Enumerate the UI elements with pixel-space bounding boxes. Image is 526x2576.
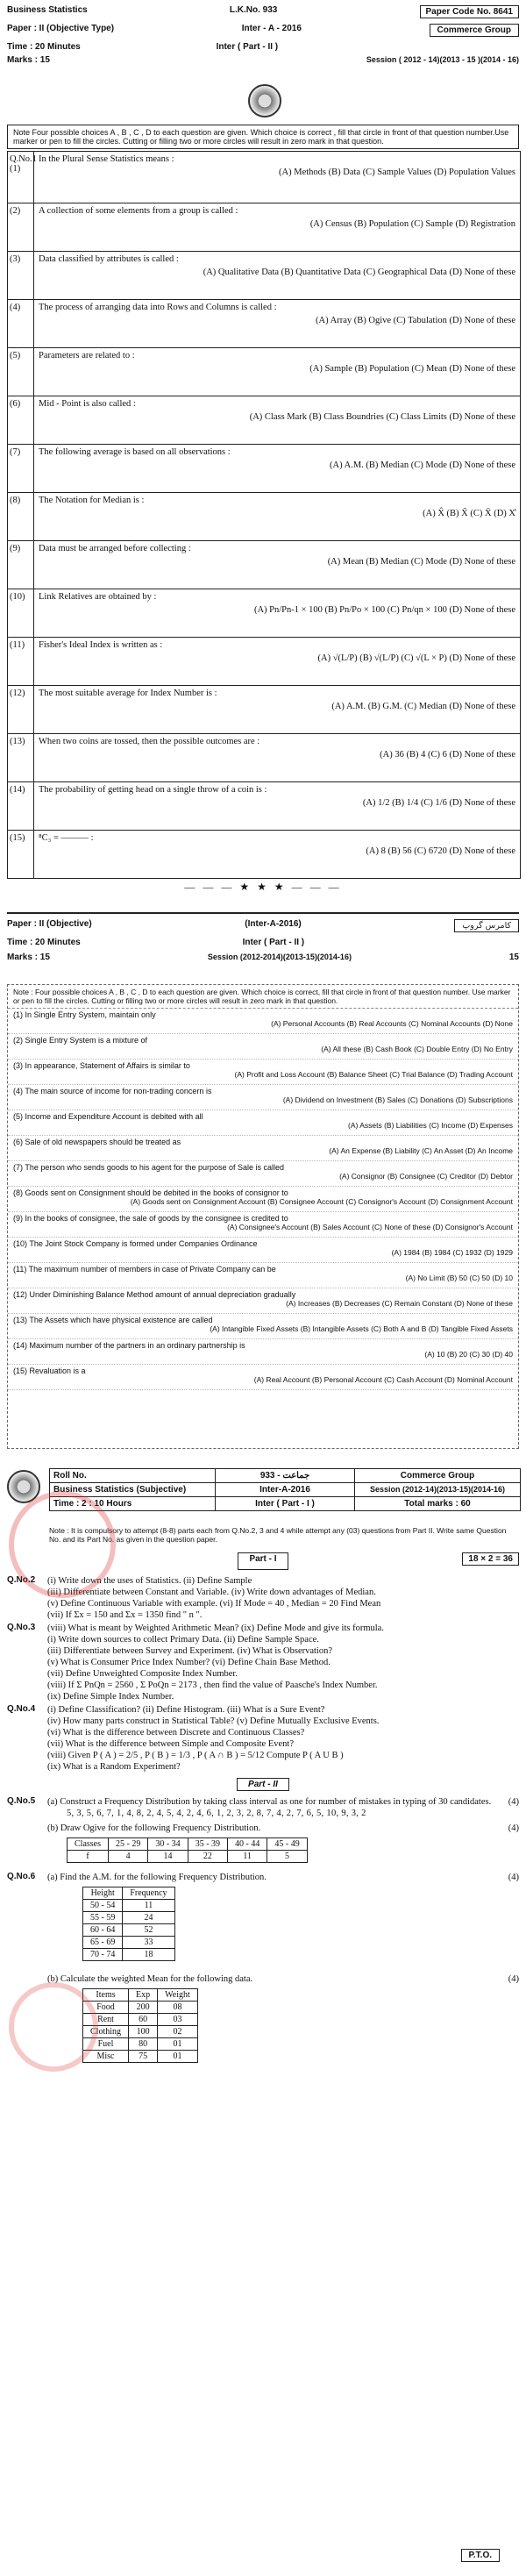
question-number: Q.No.1 (1): [8, 152, 34, 203]
table-cell: Rent: [83, 2014, 129, 2026]
table-cell: 25 - 29: [109, 1838, 148, 1851]
table-row: [83, 2014, 198, 2026]
question-number: (3): [8, 252, 34, 299]
table-row: [83, 2026, 198, 2038]
q5b-text: (b) Draw Ogive for the following Frequency Distribution.: [47, 1823, 261, 1833]
accounting-question: [8, 1060, 518, 1085]
q5a-text: (a) Construct a Frequency Distribution by taking class interval as one for number of mistakes in typing of 30 candidates.: [47, 1797, 492, 1807]
table-cell: 200: [129, 2002, 158, 2014]
question-number: (8): [8, 493, 34, 540]
question-text: (14) Maximum number of the partners in an ordinary partnership is: [13, 1341, 245, 1350]
mcq-row: [8, 396, 520, 445]
mcq-row: [8, 203, 520, 252]
question-text: Data must be arranged before collecting :: [39, 544, 191, 553]
answer-options: (A) 10 (B) 20 (C) 30 (D) 40: [424, 1350, 513, 1359]
short-question: (vii) Define Unweighted Composite Index Number.: [47, 1669, 238, 1679]
question-text: Link Relatives are obtained by :: [39, 592, 157, 602]
question-text: (4) The main source of income for non-trading concern is: [13, 1087, 212, 1095]
short-question: (iii) Differentiate between Survey and Experiment. (iv) What is Observation?: [47, 1646, 333, 1656]
short-question: (v) What is Consumer Price Index Number? (vi) Define Chain Base Method.: [47, 1658, 331, 1667]
mcq-row: [8, 638, 520, 686]
table-row: [83, 1937, 175, 1949]
short-question: (viii) Given P ( A ) = 2/5 , P ( B ) = 1/3 , P ( A ∩ B ) = 5/12 Compute P ( A U B ): [47, 1751, 344, 1760]
mcq-row: [8, 734, 520, 782]
mcq-row: [8, 782, 520, 831]
short-question: (iv) How many parts construct in Statistical Table? (v) Define Mutually Exclusive Events.: [47, 1716, 380, 1726]
exam-year: Inter - A - 2016: [241, 24, 302, 33]
table-cell: 55 - 59: [83, 1912, 123, 1924]
answer-options: (A) Methods (B) Data (C) Sample Values (D) Population Values: [279, 168, 515, 177]
table-header: Weight: [158, 1989, 198, 2002]
q5b-marks: (4): [508, 1823, 519, 1833]
weighted-mean-table: [82, 1988, 198, 2063]
answer-options: (A) Assets (B) Liabilities (C) Income (D) Expenses: [348, 1121, 513, 1130]
question-text: (7) The person who sends goods to his agent for the purpose of Sale is called: [13, 1163, 285, 1172]
question-number: (13): [8, 734, 34, 781]
table-row: [83, 1949, 175, 1961]
question-text: The most suitable average for Index Number is :: [39, 689, 217, 698]
answer-options: (A) Consignee's Account (B) Sales Account (C) None of these (D) Consignor's Account: [227, 1223, 513, 1231]
roll-number-label: Roll No.: [50, 1469, 216, 1482]
board-logo-icon: [248, 84, 281, 118]
answer-options: (A) X̂ (B) X̃ (C) X̄ (D) X̊: [423, 509, 515, 518]
mcq-row: [8, 300, 520, 348]
answer-options: (A) Pn/Pn-1 × 100 (B) Pn/Po × 100 (C) Pn/qn × 100 (D) None of these: [253, 605, 515, 615]
short-question: (ix) Define Simple Index Number.: [47, 1692, 174, 1702]
answer-options: (A) 36 (B) 4 (C) 6 (D) None of these: [380, 750, 515, 760]
short-question: (v) Define Continuous Variable with example. (vi) If Mode = 40 , Median = 20 Find Mean: [47, 1599, 381, 1609]
answer-options: (A) 1/2 (B) 1/4 (C) 1/6 (D) None of these: [362, 798, 515, 808]
lk-number: L.K.No. 933: [229, 5, 278, 15]
accounting-question: [8, 1314, 518, 1339]
marks-label: Marks : 15: [7, 953, 50, 962]
table-row: [83, 1912, 175, 1924]
part-label: Inter ( Part - II ): [242, 938, 305, 947]
time-label: Time : 2 : 10 Hours: [50, 1497, 216, 1510]
question-text: (13) The Assets which have physical existence are called: [13, 1316, 213, 1324]
table-row: [83, 1989, 198, 2002]
mcq-row: [8, 541, 520, 589]
table-cell: 5: [267, 1851, 307, 1863]
instructions-note: Note : Four possible choices A , B , C , D to each question are given. Which choice is correct, fill that circle in front of that question number. Use marker or pen to fill the circles. Cutting or filling two or more circles will result in zero mark in that question.: [8, 985, 518, 1009]
table-cell: 22: [188, 1851, 227, 1863]
instructions-note: Note Four possible choices A , B , C , D to each question are given. Which choice is correct , fill that circle in front of that question number.Use marker or pen to fill the circles. Cutting or filling two or more circles will result in zero mark in that question.: [7, 125, 519, 149]
question-text: (11) The maximum number of members in case of Private Company can be: [13, 1265, 276, 1274]
accounting-question: [8, 1034, 518, 1060]
table-cell: 4: [109, 1851, 148, 1863]
table-row: [83, 2051, 198, 2063]
short-question: (iii) Differentiate between Constant and Variable. (iv) Write down advantages of Median.: [47, 1588, 376, 1597]
q4-parts: [47, 1704, 519, 1773]
answer-options: (A) Sample (B) Population (C) Mean (D) None of these: [309, 364, 515, 374]
question-body: [34, 686, 520, 733]
question-body: [34, 541, 520, 589]
subject-label: Business Statistics (Subjective): [50, 1483, 216, 1496]
question-text: Parameters are related to :: [39, 351, 135, 360]
table-cell: 30 - 34: [148, 1838, 188, 1851]
accounting-question: [8, 1187, 518, 1212]
question-text: The Notation for Median is :: [39, 496, 145, 505]
accounting-question: [8, 1263, 518, 1288]
answer-options: (A) Census (B) Population (C) Sample (D) Registration: [309, 219, 515, 229]
question-text: The process of arranging data into Rows and Columns is called :: [39, 303, 277, 312]
answer-options: (A) Class Mark (B) Class Boundries (C) Class Limits (D) None of these: [249, 412, 515, 422]
subject-label: Business Statistics: [7, 5, 88, 15]
answer-options: (A) A.M. (B) G.M. (C) Median (D) None of these: [331, 702, 515, 711]
q5a-marks: (4): [508, 1797, 519, 1807]
part-label: Inter ( Part - I ): [216, 1497, 355, 1510]
accounting-question: [8, 1238, 518, 1263]
am-table: [82, 1887, 175, 1961]
question-text: (2) Single Entry System is a mixture of: [13, 1036, 148, 1045]
question-number: (5): [8, 348, 34, 396]
table-header: Classes: [68, 1838, 109, 1851]
part-one-heading: Part - I: [238, 1552, 288, 1570]
question-number: (6): [8, 396, 34, 444]
question-text: (10) The Joint Stock Company is formed under Companies Ordinance: [13, 1239, 258, 1248]
short-question: (vi) What is the difference between Discrete and Continuous Classes?: [47, 1728, 305, 1738]
table-cell: Clothing: [83, 2026, 129, 2038]
question-text: A collection of some elements from a group is called :: [39, 206, 238, 216]
group-label-urdu: کامرس گروپ: [454, 919, 519, 932]
question-text: (1) In Single Entry System, maintain only: [13, 1010, 156, 1019]
roll-header: [49, 1468, 521, 1511]
question-text: The following average is based on all observations :: [39, 447, 231, 457]
short-question: (i) Write down sources to collect Primary Data. (ii) Define Sample Space.: [47, 1635, 319, 1645]
question-text: Fisher's Ideal Index is written as :: [39, 640, 163, 650]
q6b-text: (b) Calculate the weighted Mean for the following data.: [47, 1974, 253, 1984]
session-label: Session ( 2012 - 14)(2013 - 15 )(2014 - 16): [366, 55, 519, 64]
question-number: (10): [8, 589, 34, 637]
question-body: [34, 734, 520, 781]
question-text: Data classified by attributes is called :: [39, 254, 179, 264]
exam-year: (Inter-A-2016): [245, 919, 302, 929]
paper-header: [7, 5, 519, 65]
q6a-text: (a) Find the A.M. for the following Frequency Distribution.: [47, 1873, 267, 1882]
question-body: [34, 782, 520, 830]
accounting-question: [8, 1085, 518, 1110]
table-cell: 35 - 39: [188, 1838, 227, 1851]
question-text: (5) Income and Expenditure Account is debited with all: [13, 1112, 203, 1121]
accounting-question: [8, 1110, 518, 1136]
table-cell: 60: [129, 2014, 158, 2026]
question-body: [34, 252, 520, 299]
answer-options: (A) A.M. (B) Median (C) Mode (D) None of these: [330, 460, 515, 470]
q3-label: Q.No.3: [7, 1623, 36, 1632]
table-cell: 08: [158, 2002, 198, 2014]
question-text: (3) In appearance, Statement of Affairs is similar to: [13, 1061, 190, 1070]
time-label: Time : 20 Minutes: [7, 42, 81, 52]
table-cell: 65 - 69: [83, 1937, 123, 1949]
table-cell: 52: [123, 1924, 174, 1937]
q5a-data: 5, 3, 5, 6, 7, 1, 4, 8, 2, 4, 5, 4, 2, 4, 6, 1, 2, 3, 2, 8, 7, 4, 2, 7, 6, 5, 10, 9, 3, 2: [67, 1809, 366, 1818]
table-cell: 50 - 54: [83, 1900, 123, 1912]
answer-options: (A) Intangible Fixed Assets (B) Intangible Assets (C) Both A and B (D) Tangible Fixed Assets: [210, 1324, 513, 1333]
answer-options: (A) Real Account (B) Personal Account (C) Cash Account (D) Nominal Account: [253, 1375, 513, 1384]
question-text: When two coins are tossed, then the possible outcomes are :: [39, 737, 260, 746]
question-body: [34, 300, 520, 347]
mcq-row: [8, 152, 520, 203]
session-label: Session (2012-14)(2013-15)(2014-16): [369, 1485, 506, 1494]
table-cell: 40 - 44: [228, 1838, 267, 1851]
table-row: [83, 1887, 175, 1900]
answer-options: (A) Qualitative Data (B) Quantitative Data (C) Geographical Data (D) None of these: [203, 268, 515, 277]
short-question: (vii) If Σx = 150 and Σx = 1350 find " n ".: [47, 1610, 203, 1620]
q6-label: Q.No.6: [7, 1872, 36, 1881]
exam-year: Inter-A-2016: [216, 1483, 355, 1496]
table-row: [83, 2002, 198, 2014]
answer-options: (A) √(L/P) (B) √(L/P) (C) √(L × P) (D) None of these: [317, 653, 515, 663]
table-cell: 70 - 74: [83, 1949, 123, 1961]
accounting-question: [8, 1161, 518, 1187]
table-cell: 33: [123, 1937, 174, 1949]
marks-value: 15: [508, 953, 519, 962]
table-cell: 80: [129, 2038, 158, 2051]
table-cell: 14: [148, 1851, 188, 1863]
short-question: (ix) What is a Random Experiment?: [47, 1762, 181, 1772]
q6b-marks: (4): [508, 1974, 519, 1984]
mcq-row: [8, 831, 520, 878]
question-body: [34, 348, 520, 396]
question-number: (7): [8, 445, 34, 492]
part-two-heading: Part - II: [237, 1778, 289, 1791]
paper-code: Paper Code No. 8641: [420, 5, 519, 18]
accounting-question: [8, 1339, 518, 1365]
table-cell: 01: [158, 2051, 198, 2063]
question-number: (15): [8, 831, 34, 878]
question-number: (14): [8, 782, 34, 830]
watermark-logo: [9, 1491, 116, 1598]
question-text: (9) In the books of consignee, the sale of goods by the consignee is credited to: [13, 1214, 288, 1223]
table-cell: 01: [158, 2038, 198, 2051]
question-text: ⁸C₃ = ——— :: [39, 833, 94, 843]
accounting-question: [8, 1009, 518, 1034]
question-text: (15) Revaluation is a: [13, 1366, 86, 1375]
short-question: (i) Define Classification? (ii) Define Histogram. (iii) What is a Sure Event?: [47, 1705, 325, 1715]
accounting-box: [7, 984, 519, 1449]
marks-label: Marks : 15: [7, 55, 50, 65]
end-stars: — — — ★ ★ ★ — — —: [184, 881, 342, 893]
table-cell: 03: [158, 2014, 198, 2026]
short-question: (vii) What is the difference between Simple and Composite Event?: [47, 1739, 294, 1749]
q3-parts: [47, 1623, 519, 1702]
short-question: (viii) What is meant by Weighted Arithmetic Mean? (ix) Define Mode and give its formula.: [47, 1623, 384, 1633]
table-cell: 11: [123, 1900, 174, 1912]
group-label: Commerce Group: [400, 1471, 475, 1481]
answer-options: (A) All these (B) Cash Book (C) Double Entry (D) No Entry: [321, 1045, 513, 1053]
table-cell: Misc: [83, 2051, 129, 2063]
q5-label: Q.No.5: [7, 1796, 36, 1806]
short-question: (i) Write down the uses of Statistics. (ii) Define Sample: [47, 1576, 252, 1586]
table-header: Exp: [129, 1989, 158, 2002]
answer-options: (A) 8 (B) 56 (C) 6720 (D) None of these: [366, 846, 515, 856]
table-cell: Food: [83, 2002, 129, 2014]
table-cell: 45 - 49: [267, 1838, 307, 1851]
instructions-note: Note : It is compulsory to attempt (8-8) parts each from Q.No.2, 3 and 4 while attempt any (03) questions from Part II. Write same Question No. and its Part No. as given in the question paper.: [49, 1526, 507, 1544]
question-number: (11): [8, 638, 34, 685]
time-label: Time : 20 Minutes: [7, 938, 81, 947]
mcq-row: [8, 589, 520, 638]
table-cell: Fuel: [83, 2038, 129, 2051]
group-label: Commerce Group: [430, 24, 519, 37]
table-row: [68, 1851, 308, 1863]
question-body: [34, 589, 520, 637]
mcq-table: [7, 151, 521, 879]
answer-options: (A) Profit and Loss Account (B) Balance Sheet (C) Trial Balance (D) Trading Account: [234, 1070, 513, 1079]
question-number: (2): [8, 203, 34, 251]
question-text: (12) Under Diminishing Balance Method amount of annual depreciation gradually: [13, 1290, 296, 1299]
answer-options: (A) Dividend on Investment (B) Sales (C) Donations (D) Subscriptions: [282, 1095, 513, 1104]
question-number: (9): [8, 541, 34, 589]
question-number: (12): [8, 686, 34, 733]
session-label: Session (2012-2014)(2013-15)(2014-16): [207, 953, 352, 961]
mcq-row: [8, 252, 520, 300]
q4-label: Q.No.4: [7, 1704, 36, 1714]
table-cell: 100: [129, 2026, 158, 2038]
question-body: [34, 203, 520, 251]
watermark-logo: [9, 1982, 98, 2072]
question-number: (4): [8, 300, 34, 347]
mcq-row: [8, 493, 520, 541]
objective-paper-statistics: [0, 0, 526, 903]
q2-parts: [47, 1575, 519, 1621]
mcq-row: [8, 445, 520, 493]
short-question: (viii) If Σ PnQn = 2560 , Σ PoQn = 2173 , then find the value of Paasche's Index Number.: [47, 1680, 378, 1690]
answer-options: (A) An Expense (B) Liability (C) An Asset (D) An Income: [329, 1146, 513, 1155]
table-cell: 18: [123, 1949, 174, 1961]
accounting-question: [8, 1365, 518, 1390]
table-cell: 02: [158, 2026, 198, 2038]
accounting-question: [8, 1212, 518, 1238]
question-body: [34, 831, 520, 878]
table-row: [68, 1838, 308, 1851]
question-text: The probability of getting head on a single throw of a coin is :: [39, 785, 267, 795]
part-one-marks: 18 × 2 = 36: [462, 1552, 519, 1566]
question-text: In the Plural Sense Statistics means :: [39, 154, 174, 164]
table-row: [83, 1900, 175, 1912]
mcq-row: [8, 348, 520, 396]
answer-options: (A) Personal Accounts (B) Real Accounts (C) Nominal Accounts (D) None: [271, 1019, 513, 1028]
table-header: Frequency: [123, 1887, 174, 1900]
paper-type: Paper : II (Objective): [7, 919, 92, 929]
table-row: [83, 1924, 175, 1937]
question-text: (6) Sale of old newspapers should be treated as: [13, 1138, 181, 1146]
answer-options: (A) 1984 (B) 1984 (C) 1932 (D) 1929: [391, 1248, 513, 1257]
table-cell: 24: [123, 1912, 174, 1924]
ogive-table: [67, 1837, 308, 1863]
accounting-mcqs: [8, 1009, 518, 1390]
answer-options: (A) Consignor (B) Consignee (C) Creditor (D) Debtor: [339, 1172, 513, 1181]
answer-options: (A) No Limit (B) 50 (C) 50 (D) 10: [405, 1274, 513, 1282]
question-body: [34, 638, 520, 685]
answer-options: (A) Array (B) Ogive (C) Tabulation (D) None of these: [316, 316, 515, 325]
question-text: Mid - Point is also called :: [39, 399, 136, 409]
total-marks: Total marks : 60: [404, 1499, 471, 1509]
part-label: Inter ( Part - II ): [216, 42, 279, 52]
question-body: [34, 445, 520, 492]
answer-options: (A) Goods sent on Consignment Account (B) Consignee Account (C) Consignor's Account (D) Consignment Account: [130, 1197, 513, 1206]
answer-options: (A) Mean (B) Median (C) Mode (D) None of these: [327, 557, 515, 567]
table-row: [83, 2038, 198, 2051]
answer-options: (A) Increases (B) Decreases (C) Remain Constant (D) None of these: [286, 1299, 513, 1308]
table-header: f: [68, 1851, 109, 1863]
objective-paper-accounting: [0, 903, 526, 1465]
question-body: [34, 396, 520, 444]
accounting-question: [8, 1136, 518, 1161]
paper-type: Paper : II (Objective Type): [7, 24, 115, 33]
pto-label: P.T.O.: [461, 2549, 501, 2562]
mcq-row: [8, 686, 520, 734]
question-body: [34, 152, 520, 203]
question-text: (8) Goods sent on Consignment should be debited in the books of consignor to: [13, 1188, 288, 1197]
table-header: Items: [83, 1989, 129, 2002]
q2-label: Q.No.2: [7, 1575, 36, 1585]
table-cell: 75: [129, 2051, 158, 2063]
accounting-question: [8, 1288, 518, 1314]
lk-number: 933 - جماعت: [216, 1469, 355, 1482]
question-body: [34, 493, 520, 540]
q6a-marks: (4): [508, 1873, 519, 1882]
table-cell: 60 - 64: [83, 1924, 123, 1937]
table-cell: 11: [228, 1851, 267, 1863]
table-header: Height: [83, 1887, 123, 1900]
